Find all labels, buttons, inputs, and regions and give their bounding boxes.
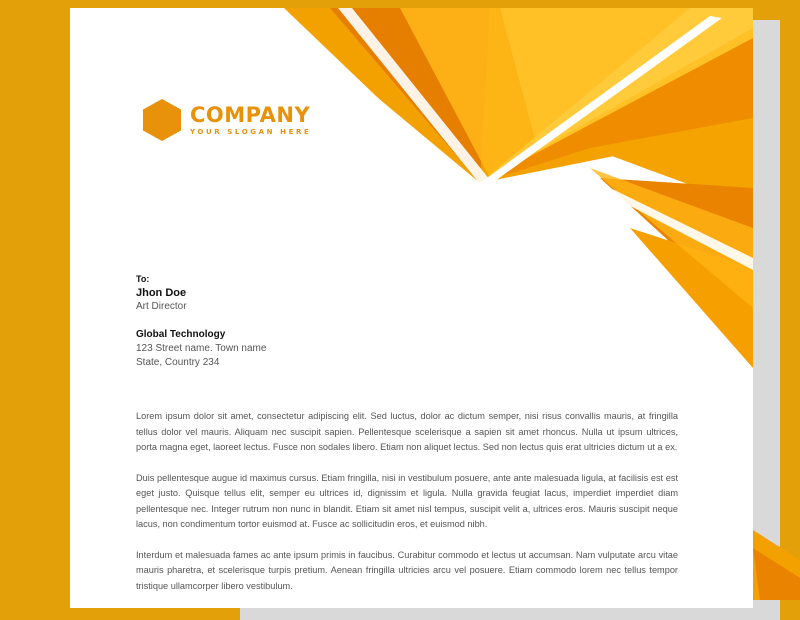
recipient-title: Art Director bbox=[136, 301, 187, 312]
hexagon-icon bbox=[142, 98, 182, 142]
recipient-block bbox=[136, 272, 266, 370]
body-paragraph: Duis pellentesque augue id maximus cursus. Etiam fringilla, nisi in vestibulum posuere, ante ante malesuada ligula, at facilisis est est eget justo. Quisque tellus elit, semper eu ultrices id, dignissim et ligula. Nulla gravida feugiat lacus, imperdiet imperdiet diam pellentesque nec. Integer rutrum non nunc in blandit. Etiam sit amet nisl tempus, suscipit velit a, ultrices eros. Mauris suscipit neque lacus, non condimentum tortor euismod at. Fusce ac sollicitudin eros, et euismod nibh. bbox=[136, 472, 678, 529]
address-line-2: State, Country 234 bbox=[136, 357, 220, 368]
address-line-1: 123 Street name. Town name bbox=[136, 343, 267, 354]
letter-body bbox=[136, 409, 678, 608]
recipient-organization: Global Technology bbox=[136, 329, 226, 340]
company-logo bbox=[142, 98, 311, 142]
to-label: To: bbox=[136, 274, 150, 284]
company-name: COMPANY bbox=[190, 103, 311, 127]
body-paragraph: Lorem ipsum dolor sit amet, consectetur adipiscing elit. Sed luctus, dolor ac dictum semper, nisi risus convallis mauris, at fringilla tellus dolor vel mauris. Aliquam nec suscipit sapien. Pellentesque scelerisque a sapien sit amet rhoncus. Nulla ut ipsum ultrices, porta magna eget, laoreet lectus. Fusce non sodales libero. Etiam non aliquet lectus. Sed non lectus quis erat ultricies dictum ut a ex. bbox=[136, 411, 678, 452]
recipient-name: Jhon Doe bbox=[136, 287, 187, 299]
body-paragraph: Interdum et malesuada fames ac ante ipsum primis in faucibus. Curabitur commodo et lectus ut accumsan. Nam vulputate arcu vitae mauris pharetra, et scelerisque turpis pretium. Aenean fringilla ultricies arcu vel posuere. Etiam commodo lorem nec tellus tempor tristique ullamcorper libero vestibulum. bbox=[136, 549, 678, 591]
company-slogan: YOUR SLOGAN HERE bbox=[190, 128, 312, 136]
letterhead-page bbox=[70, 8, 753, 608]
